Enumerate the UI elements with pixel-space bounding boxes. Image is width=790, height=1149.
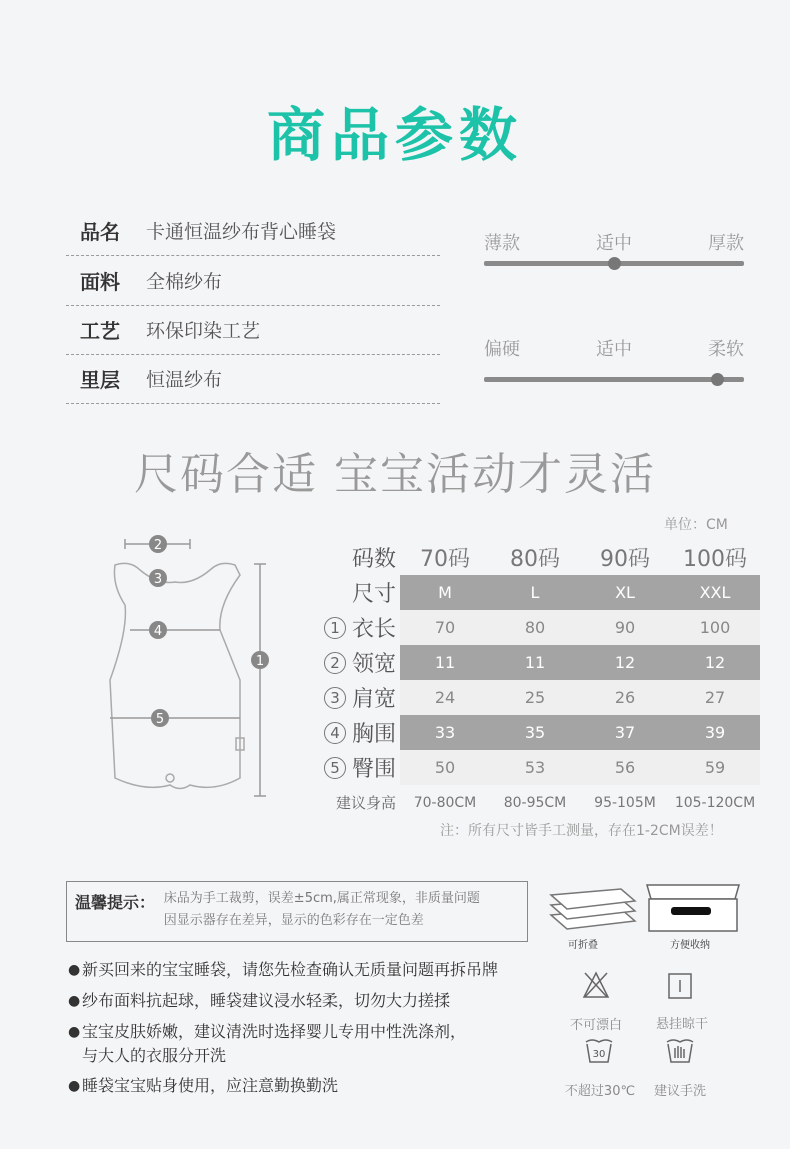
spec-row-lining (66, 354, 440, 404)
table-cell: L (530, 583, 540, 602)
table-cell: 26 (614, 688, 636, 707)
spec-value: 环保印染工艺 (146, 320, 261, 342)
table-row (310, 750, 760, 785)
table-row-label: 3 肩宽 (310, 680, 400, 715)
spec-key: 工艺 (80, 319, 120, 343)
foldable-label: 可折叠 (568, 940, 598, 951)
bullet-icon: ● (68, 993, 81, 1009)
thickness-label-mid: 适中 (596, 233, 632, 254)
svg-text:1: 1 (255, 654, 265, 669)
softness-label-mid: 适中 (596, 339, 632, 360)
bullet-icon: ● (68, 1078, 81, 1094)
svg-text:4: 4 (153, 624, 163, 639)
spec-row-fabric (66, 256, 440, 306)
spec-value: 卡通恒温纱布背心睡袋 (146, 221, 337, 243)
svg-text:30: 30 (592, 1049, 606, 1060)
thickness-scale (484, 261, 744, 266)
thickness-label-thin: 薄款 (484, 233, 520, 254)
table-cell: 70码 (420, 547, 470, 572)
spec-row-name (66, 206, 440, 256)
table-cell: 39 (704, 723, 726, 742)
table-cell: 11 (524, 653, 546, 672)
svg-text:5: 5 (155, 712, 165, 727)
table-cell: 11 (434, 653, 456, 672)
diagram-mark-2 (149, 535, 167, 553)
size-table (310, 540, 760, 820)
softness-indicator (711, 373, 724, 386)
row-number-badge: 4 (324, 722, 346, 744)
table-header-label: 码数 (351, 547, 396, 572)
table-cell: 70-80CM (413, 794, 477, 811)
row-number-badge: 2 (324, 652, 346, 674)
page-title: 商品参数 (266, 101, 523, 169)
hand-wash-icon (665, 1036, 695, 1064)
storage-label: 方便收纳 (670, 940, 710, 951)
table-cell: 80码 (510, 547, 560, 572)
care-bullet: ● 新买回来的宝宝睡袋，请您先检查确认无质量问题再拆吊牌 (68, 958, 498, 982)
table-cell: 80 (524, 618, 546, 637)
size-section-title: 尺码合适 宝宝活动才灵活 (134, 449, 656, 500)
table-cell: 35 (524, 723, 546, 742)
row-number-badge: 3 (324, 687, 346, 709)
bullet-icon: ● (68, 1024, 81, 1040)
table-cell: 37 (614, 723, 636, 742)
spec-key: 品名 (80, 220, 120, 244)
hang-dry-label: 悬挂晾干 (655, 1017, 708, 1032)
bullet-icon: ● (68, 962, 81, 978)
thickness-indicator (608, 257, 621, 270)
table-row-label: 尺寸 (310, 575, 400, 610)
max-temp-label: 不超过30℃ (564, 1084, 636, 1099)
table-row (310, 610, 760, 645)
diagram-mark-4 (149, 621, 167, 639)
table-cell: 12 (704, 653, 726, 672)
table-cell: XL (615, 583, 635, 602)
svg-text:2: 2 (153, 538, 163, 553)
storage-box-icon (645, 883, 741, 933)
table-cell: XXL (699, 583, 731, 602)
folded-towel-icon (547, 885, 639, 931)
table-cell: 70 (434, 618, 456, 637)
table-cell: 90 (614, 618, 636, 637)
table-cell: 27 (704, 688, 726, 707)
thickness-label-thick: 厚款 (708, 233, 744, 254)
no-bleach-icon (582, 970, 610, 1000)
garment-diagram (70, 530, 300, 810)
table-row (310, 715, 760, 750)
spec-key: 面料 (80, 270, 120, 294)
table-row (310, 645, 760, 680)
table-cell: 24 (434, 688, 456, 707)
care-bullet: ● 宝宝皮肤娇嫩，建议清洗时选择婴儿专用中性洗涤剂， (68, 1020, 466, 1044)
table-row-label: 建议身高 (335, 794, 396, 812)
table-header-row (310, 540, 760, 575)
spec-row-craft (66, 305, 440, 355)
table-row (310, 575, 760, 610)
table-cell: 100 (699, 618, 731, 637)
softness-labels (484, 335, 744, 361)
tip-box (66, 881, 528, 942)
table-row-label: 1 衣长 (310, 610, 400, 645)
table-cell: 56 (614, 758, 636, 777)
softness-label-soft: 柔软 (708, 339, 744, 360)
spec-value: 恒温纱布 (146, 369, 223, 391)
no-bleach-label: 不可漂白 (569, 1018, 622, 1033)
spec-key: 里层 (80, 368, 120, 392)
thickness-labels (484, 229, 744, 255)
svg-text:3: 3 (153, 572, 163, 587)
spec-value: 全棉纱布 (146, 271, 223, 293)
row-number-badge: 1 (324, 617, 346, 639)
table-row (310, 680, 760, 715)
care-bullet: ● 纱布面料抗起球，睡袋建议浸水轻柔，切勿大力搓揉 (68, 989, 450, 1013)
table-row-label: 4 胸围 (310, 715, 400, 750)
table-cell: 59 (704, 758, 726, 777)
table-cell: 53 (524, 758, 546, 777)
care-bullet: ● 睡袋宝宝贴身使用，应注意勤换勤洗 (68, 1074, 338, 1098)
softness-label-hard: 偏硬 (484, 339, 520, 360)
diagram-mark-3 (149, 569, 167, 587)
table-cell: 90码 (600, 547, 650, 572)
hand-wash-label: 建议手洗 (653, 1084, 706, 1099)
table-cell: 33 (434, 723, 456, 742)
table-cell: 25 (524, 688, 546, 707)
measurement-note: 注：所有尺寸皆手工测量，存在1-2CM误差！ (440, 823, 723, 839)
row-number-badge: 5 (324, 757, 346, 779)
softness-scale (484, 377, 744, 382)
table-cell: 50 (434, 758, 456, 777)
tip-heading: 温馨提示： (75, 893, 156, 912)
table-cell: 95-105M (594, 794, 656, 811)
table-cell: 12 (614, 653, 636, 672)
table-cell: 80-95CM (503, 794, 567, 811)
tip-text: 床品为手工裁剪，误差±5cm,属正常现象，非质量问题 因显示器存在差异，显示的色彩存在一定色差 (163, 891, 480, 928)
diagram-mark-1 (251, 651, 269, 669)
unit-label: 单位：CM (664, 517, 728, 533)
diagram-mark-5 (151, 709, 169, 727)
table-cell: M (438, 583, 452, 602)
table-row-label: 2 领宽 (310, 645, 400, 680)
hang-dry-icon (667, 972, 693, 1000)
wash-30-icon (584, 1036, 614, 1064)
table-cell: 105-120CM (674, 794, 756, 811)
table-height-row (310, 785, 760, 820)
care-bullet-continued: 与大人的衣服分开洗 (82, 1046, 227, 1065)
table-row-label: 5 臀围 (310, 750, 400, 785)
table-cell: 100码 (683, 547, 747, 572)
